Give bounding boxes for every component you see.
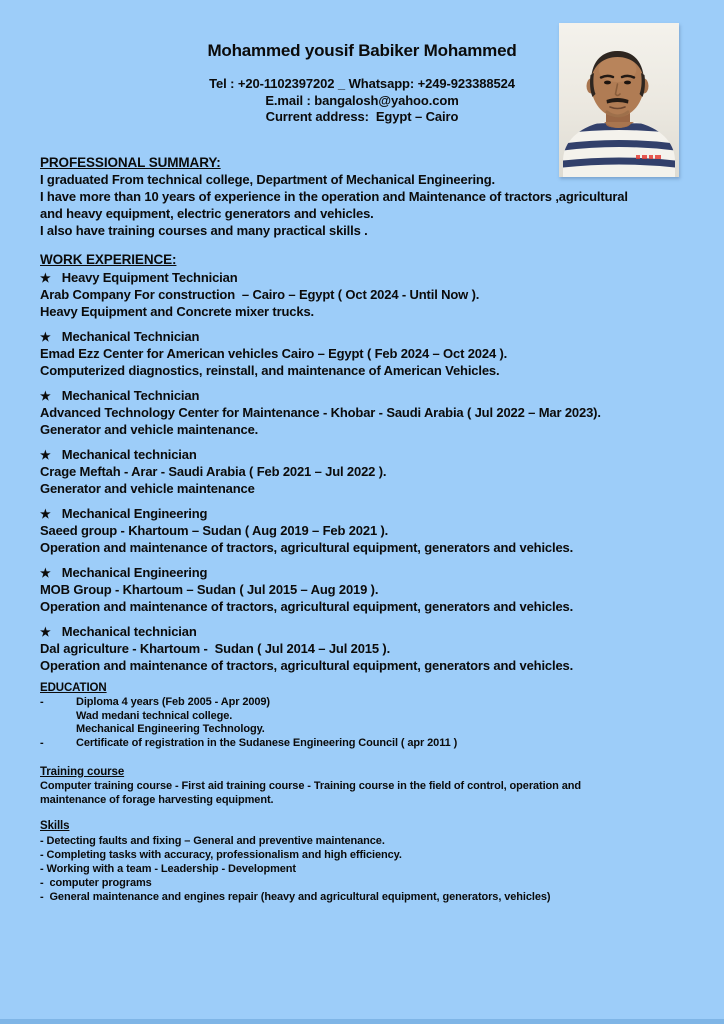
job-description: Operation and maintenance of tractors, agricultural equipment, generators and vehicles. [40,540,574,555]
star-bullet-icon: ★ [40,271,51,285]
contact-address-line: Current address: Egypt – Cairo [265,109,459,124]
education-item [40,696,706,737]
section-work-experience [40,251,706,682]
summary-line: and heavy equipment, electric generators and vehicles. [40,206,374,221]
job-entry [40,446,706,497]
contact-phone-line: Tel : +20-1102397202 _ Whatsapp: +249-923388524 [209,76,515,91]
job-title: Mechanical technician [61,624,197,639]
job-title: Heavy Equipment Technician [61,270,238,285]
star-bullet-icon: ★ [40,566,51,580]
job-company-line: Emad Ezz Center for American vehicles Cairo – Egypt ( Feb 2024 – Oct 2024 ). [40,346,508,361]
job-description: Computerized diagnostics, reinstall, and maintenance of American Vehicles. [40,363,500,378]
section-professional-summary [40,154,706,239]
summary-line: I have more than 10 years of experience in the operation and Maintenance of tractors ,agricultural [40,189,628,204]
job-title: Mechanical Engineering [61,565,208,580]
star-bullet-icon: ★ [40,330,51,344]
job-entry [40,505,706,556]
summary-line: I also have training courses and many practical skills . [40,223,368,238]
education-line: Mechanical Engineering Technology. [76,723,265,735]
job-description: Operation and maintenance of tractors, agricultural equipment, generators and vehicles. [40,658,574,673]
job-company-line: Advanced Technology Center for Maintenance - Khobar - Saudi Arabia ( Jul 2022 – Mar 2023). [40,405,601,420]
job-entry [40,269,706,320]
job-title: Mechanical Technician [61,329,200,344]
section-training-course [40,765,706,807]
page-bottom-edge [0,1019,724,1024]
job-company-line: Crage Meftah - Arar - Saudi Arabia ( Feb 2021 – Jul 2022 ). [40,464,387,479]
star-bullet-icon: ★ [40,389,51,403]
contact-email-line: E.mail : bangalosh@yahoo.com [265,92,459,108]
section-education [40,681,706,750]
job-description: Operation and maintenance of tractors, agricultural equipment, generators and vehicles. [40,599,574,614]
education-item [40,737,706,751]
job-entry [40,623,706,674]
job-company-line: Saeed group - Khartoum – Sudan ( Aug 2019 – Feb 2021 ). [40,523,389,538]
job-company-line: Dal agriculture - Khartoum - Sudan ( Jul 2014 – Jul 2015 ). [40,641,391,656]
candidate-name: Mohammed yousif Babiker Mohammed [207,41,517,60]
job-description: Heavy Equipment and Concrete mixer trucks. [40,304,315,319]
section-skills [40,819,706,904]
star-bullet-icon: ★ [40,448,51,462]
skill-item: - Completing tasks with accuracy, professionalism and high efficiency. [40,849,402,861]
job-entry [40,328,706,379]
job-description: Generator and vehicle maintenance [40,481,255,496]
job-title: Mechanical technician [61,447,197,462]
job-entry [40,387,706,438]
summary-heading: PROFESSIONAL SUMMARY: [40,155,221,170]
summary-line: I graduated From technical college, Department of Mechanical Engineering. [40,172,495,187]
skill-item: - Working with a team - Leadership - Development [40,863,296,875]
training-line: maintenance of forage harvesting equipment. [40,793,274,806]
dash-bullet: - [40,696,44,708]
skills-heading: Skills [40,820,70,832]
education-line: Diploma 4 years (Feb 2005 - Apr 2009) [76,696,270,708]
dash-bullet: - [40,736,44,749]
skill-item: - General maintenance and engines repair (heavy and agricultural equipment, generators, vehicles) [40,891,551,903]
skill-item: - Detecting faults and fixing – General and preventive maintenance. [40,835,385,847]
job-company-line: Arab Company For construction – Cairo – Egypt ( Oct 2024 - Until Now ). [40,287,480,302]
training-line: Computer training course - First aid training course - Training course in the field of control, operation and [40,780,581,792]
star-bullet-icon: ★ [40,625,51,639]
job-description: Generator and vehicle maintenance. [40,422,259,437]
job-company-line: MOB Group - Khartoum – Sudan ( Jul 2015 – Aug 2019 ). [40,582,379,597]
job-entry [40,564,706,615]
star-bullet-icon: ★ [40,507,51,521]
skill-item: - computer programs [40,877,152,889]
education-heading: EDUCATION [40,682,107,694]
job-title: Mechanical Engineering [61,506,208,521]
education-line: Certificate of registration in the Sudanese Engineering Council ( apr 2011 ) [76,736,458,749]
training-heading: Training course [40,766,125,778]
job-title: Mechanical Technician [61,388,200,403]
education-line: Wad medani technical college. [76,709,233,722]
work-heading: WORK EXPERIENCE: [40,252,177,267]
